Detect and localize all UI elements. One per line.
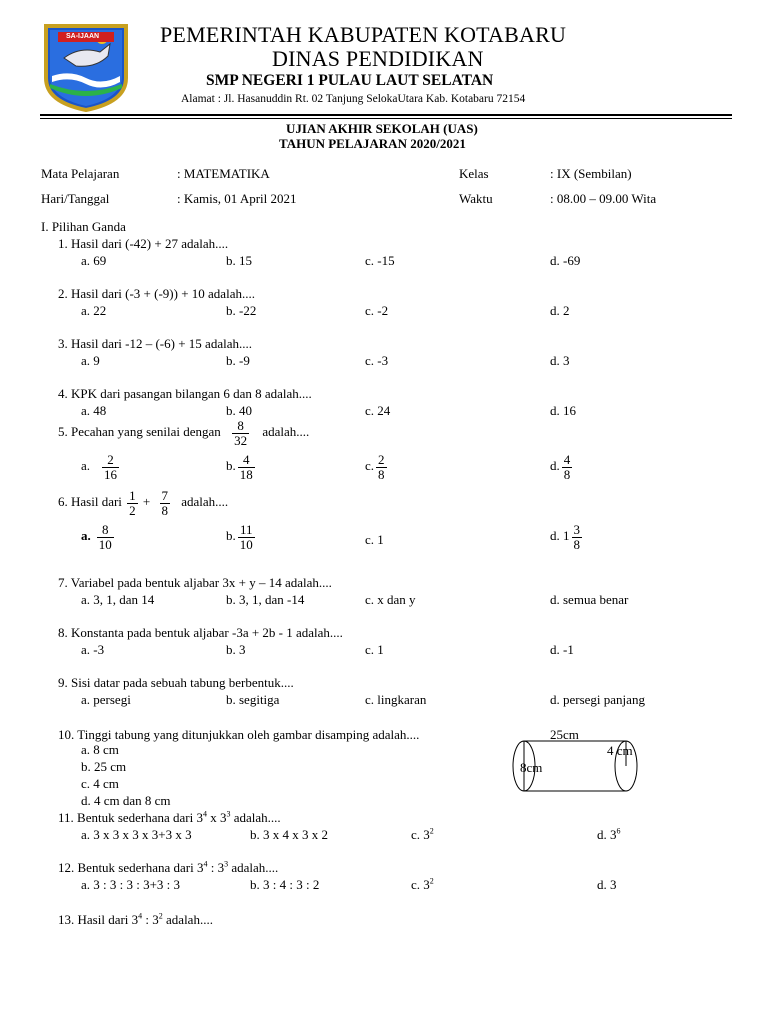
q11-option-d: d. $3^6$ (597, 826, 621, 842)
question-6: 6. Hasil dari $\frac{1}{2}$ + $\frac{7}{8}$ adalah.... (58, 488, 229, 518)
q5-suffix: adalah.... (262, 424, 310, 440)
header-government: PEMERINTAH KABUPATEN KOTABARU (160, 22, 567, 47)
exam-year: TAHUN PELAJARAN 2020/2021 (279, 136, 466, 151)
question-7: 7. Variabel pada bentuk aljabar 3x + y – 14 adalah.... (58, 575, 332, 590)
time-label: Waktu (459, 191, 493, 206)
header-divider-thin (40, 118, 732, 119)
question-2: 2. Hasil dari (-3 + (-9)) + 10 adalah.... (58, 286, 255, 301)
class-value: : IX (Sembilan) (550, 166, 632, 181)
question-12: 12. Bentuk sederhana dari $3^4$ : $3^3$ adalah.... (58, 859, 279, 875)
q6-option-c: c. 1 (365, 532, 384, 547)
q5-option-d: d. $\frac{4}{8}$ (550, 452, 571, 482)
q2-option-c: c. -2 (365, 303, 389, 318)
school-logo (40, 18, 132, 114)
exam-title: UJIAN AKHIR SEKOLAH (UAS) (286, 121, 478, 136)
cylinder-radius-label: 4 cm (607, 743, 633, 758)
q10-option-c: c. 4 cm (81, 776, 119, 791)
q3-option-d: d. 3 (550, 353, 570, 368)
class-label: Kelas (459, 166, 489, 181)
q8-option-b: b. 3 (226, 642, 246, 657)
header-address: Alamat : Jl. Hasanuddin Rt. 02 Tanjung SelokaUtara Kab. Kotabaru 72154 (181, 93, 526, 105)
q7-option-c: c. x dan y (365, 592, 416, 607)
q2-option-d: d. 2 (550, 303, 570, 318)
subject-value: : MATEMATIKA (177, 166, 270, 181)
q11-option-c: c. $3^2$ (411, 826, 434, 842)
question-9: 9. Sisi datar pada sebuah tabung berbentuk.... (58, 675, 294, 690)
q2-option-b: b. -22 (226, 303, 257, 318)
question-1: 1. Hasil dari (-42) + 27 adalah.... (58, 236, 229, 251)
q5-fraction: $\frac{8}{32}$ (234, 418, 248, 448)
q1-option-c: c. -15 (365, 253, 395, 268)
date-label: Hari/Tanggal (41, 191, 110, 206)
date-value: : Kamis, 01 April 2021 (177, 191, 297, 206)
q8-option-a: a. -3 (81, 642, 105, 657)
question-3: 3. Hasil dari -12 – (-6) + 15 adalah.... (58, 336, 252, 351)
q10-option-b: b. 25 cm (81, 759, 127, 774)
q5-prefix: 5. Pecahan yang senilai dengan (58, 424, 221, 440)
subject-label: Mata Pelajaran (41, 166, 120, 181)
q6-option-d: d. 1 $\frac{3}{8}$ (550, 522, 580, 552)
q4-option-d: d. 16 (550, 403, 576, 418)
cylinder-length-label: 25cm (550, 727, 579, 742)
q8-option-c: c. 1 (365, 642, 384, 657)
q9-option-d: d. persegi panjang (550, 692, 645, 707)
q1-option-d: d. -69 (550, 253, 581, 268)
question-11: 11. Bentuk sederhana dari $3^4$ x $3^3$ adalah.... (58, 809, 281, 825)
q4-option-b: b. 40 (226, 403, 252, 418)
q4-option-a: a. 48 (81, 403, 107, 418)
question-8: 8. Konstanta pada bentuk aljabar -3a + 2b - 1 adalah.... (58, 625, 343, 640)
logo-text: SA-IJAAN (66, 33, 100, 40)
section-title: I. Pilihan Ganda (41, 219, 126, 234)
header-school: SMP NEGERI 1 PULAU LAUT SELATAN (206, 72, 494, 89)
question-5 (58, 419, 309, 447)
q2-option-a: a. 22 (81, 303, 107, 318)
q10-option-d: d. 4 cm dan 8 cm (81, 793, 171, 808)
q1-option-b: b. 15 (226, 253, 252, 268)
q3-option-c: c. -3 (365, 353, 389, 368)
q10-option-a: a. 8 cm (81, 742, 119, 757)
q8-option-d: d. -1 (550, 642, 574, 657)
time-value: : 08.00 – 09.00 Wita (550, 191, 657, 206)
q6-option-b: b. $\frac{11}{10}$ (226, 522, 253, 552)
cylinder-diameter-label: 8cm (520, 760, 543, 775)
q7-option-d: d. semua benar (550, 592, 629, 607)
question-4: 4. KPK dari pasangan bilangan 6 dan 8 adalah.... (58, 386, 312, 401)
q5-option-c: c. $\frac{2}{8}$ (365, 452, 385, 482)
q5-option-b: b. $\frac{4}{18}$ (226, 452, 253, 482)
q12-option-b: b. 3 : 4 : 3 : 2 (250, 877, 320, 892)
question-10: 10. Tinggi tabung yang ditunjukkan oleh gambar disamping adalah.... (58, 727, 420, 742)
q3-option-a: a. 9 (81, 353, 100, 368)
q9-option-b: b. segitiga (226, 692, 280, 707)
q7-option-b: b. 3, 1, dan -14 (226, 592, 305, 607)
q12-option-d: d. 3 (597, 877, 617, 892)
q9-option-c: c. lingkaran (365, 692, 427, 707)
q5-option-a: a. $\frac{2}{16}$ (81, 452, 118, 482)
header-divider (40, 114, 732, 116)
header-department: DINAS PENDIDIKAN (272, 46, 484, 71)
q4-option-c: c. 24 (365, 403, 391, 418)
q9-option-a: a. persegi (81, 692, 131, 707)
q11-option-b: b. 3 x 4 x 3 x 2 (250, 827, 328, 842)
q12-option-c: c. $3^2$ (411, 876, 434, 892)
q3-option-b: b. -9 (226, 353, 250, 368)
q6-option-a: a. $\frac{8}{10}$ (81, 522, 112, 552)
q1-option-a: a. 69 (81, 253, 107, 268)
q12-option-a: a. 3 : 3 : 3 : 3+3 : 3 (81, 877, 181, 892)
q7-option-a: a. 3, 1, dan 14 (81, 592, 155, 607)
q11-option-a: a. 3 x 3 x 3 x 3+3 x 3 (81, 827, 192, 842)
question-13: 13. Hasil dari $3^4$ : $3^2$ adalah.... (58, 911, 213, 927)
